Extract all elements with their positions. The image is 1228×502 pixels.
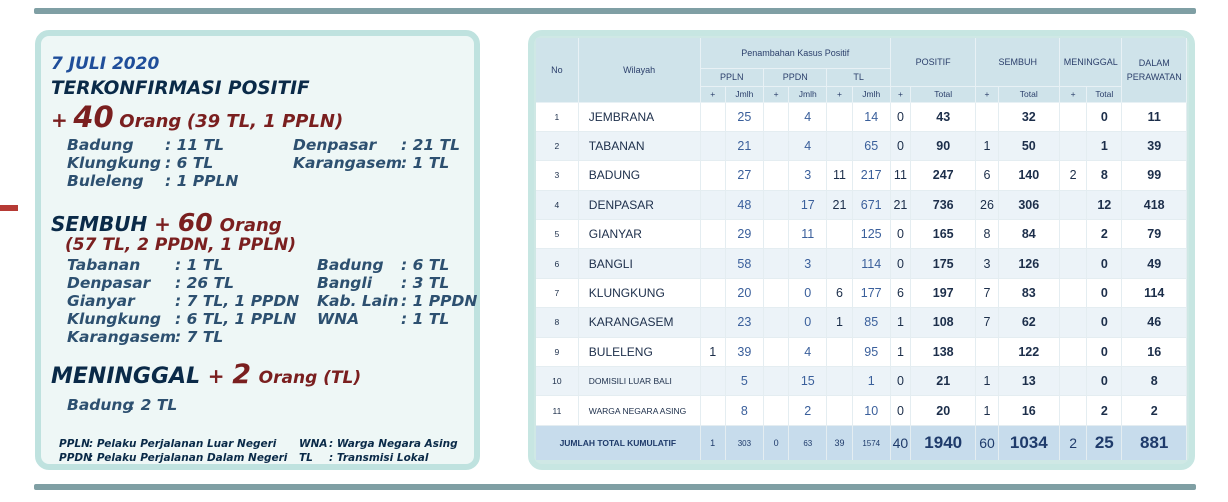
cell-wilayah: DOMISILI LUAR BALI [578,367,700,396]
cell-ppdn-plus [764,337,789,366]
cell-men-plus [1060,249,1087,278]
positive-item: Klungkung : 6 TL [67,154,214,172]
recovered-item: WNA : 1 TL [317,310,450,328]
cell-sem-plus: 1 [976,131,998,160]
cell-men-plus [1060,278,1087,307]
cell-pos-total: 21 [910,367,975,396]
cell-ppdn-jmlh: 15 [789,367,827,396]
cell-wilayah: KLUNGKUNG [578,278,700,307]
cell-sem-total: 32 [998,102,1059,131]
cell-pos-total: 43 [910,102,975,131]
cell-rawat: 16 [1122,337,1187,366]
col-no: No [536,38,578,102]
recovered-unit: Orang [219,215,282,236]
cell-sem-plus: 1 [976,396,998,425]
positive-count: 40 [73,100,114,134]
cell-ppdn-jmlh: 0 [789,308,827,337]
accent-mark [0,205,18,211]
cell-men-total: 2 [1087,220,1122,249]
cell-wilayah: GIANYAR [578,220,700,249]
cell-sem-total: 16 [998,396,1059,425]
cell-tl-jmlh: 14 [852,102,890,131]
cell-pos-plus: 0 [890,396,910,425]
table-row [536,249,1187,278]
cell-men-total: 1 [1087,131,1122,160]
cell-pos-total: 197 [910,278,975,307]
cell-no: 3 [536,161,578,190]
cell-no: 8 [536,308,578,337]
positive-item: Denpasar : 21 TL [293,136,461,154]
cell-ppln-plus [700,190,725,219]
cell-tl-jmlh: 125 [852,220,890,249]
col-sembuh: SEMBUH [976,38,1060,86]
cell-ppdn-plus [764,102,789,131]
col-tl-jmlh: Jmlh [852,86,890,102]
col-positif-total: Total [910,86,975,102]
total-cell: 0 [764,425,789,460]
cell-no: 5 [536,220,578,249]
total-cell: 39 [827,425,852,460]
total-cell: 25 [1087,425,1122,460]
cases-by-region-table [536,38,1187,460]
cell-pos-total: 20 [910,396,975,425]
cell-pos-plus: 1 [890,337,910,366]
cell-tl-plus [827,396,852,425]
cell-rawat: 49 [1122,249,1187,278]
col-ppdn: PPDN [764,68,827,86]
cell-pos-total: 175 [910,249,975,278]
cell-wilayah: BULELENG [578,337,700,366]
cell-ppln-jmlh: 20 [725,278,763,307]
cell-men-total: 2 [1087,396,1122,425]
cell-ppdn-plus [764,367,789,396]
total-cell: 881 [1122,425,1187,460]
cell-rawat: 11 [1122,102,1187,131]
col-penambahan: Penambahan Kasus Positif [700,38,890,68]
deaths-plus: + [207,364,225,388]
col-meninggal-plus: + [1060,86,1087,102]
cell-ppln-plus [700,278,725,307]
cell-sem-plus: 6 [976,161,998,190]
cell-pos-total: 247 [910,161,975,190]
cell-sem-total: 306 [998,190,1059,219]
cell-tl-plus: 1 [827,308,852,337]
recovered-item: Kab. Lain : 1 PPDN [317,292,478,310]
table-row [536,220,1187,249]
deaths-unit: Orang (TL) [258,368,362,388]
cell-tl-plus [827,131,852,160]
recovered-item: Badung : 6 TL [317,256,450,274]
cell-tl-plus [827,367,852,396]
cell-tl-jmlh: 177 [852,278,890,307]
cell-ppln-plus [700,308,725,337]
cell-sem-plus: 26 [976,190,998,219]
recovered-heading [51,208,282,237]
cell-rawat: 8 [1122,367,1187,396]
cell-pos-plus: 0 [890,249,910,278]
cell-rawat: 46 [1122,308,1187,337]
cell-tl-plus [827,102,852,131]
cell-ppln-jmlh: 8 [725,396,763,425]
cell-sem-plus [976,102,998,131]
cell-tl-plus [827,220,852,249]
recovered-plus: + [154,212,171,236]
col-positif-plus: + [890,86,910,102]
col-sembuh-plus: + [976,86,998,102]
deaths-count: 2 [232,359,251,390]
cell-pos-plus: 0 [890,131,910,160]
cell-wilayah: WARGA NEGARA ASING [578,396,700,425]
cell-ppln-plus [700,161,725,190]
cell-sem-total: 62 [998,308,1059,337]
cell-ppdn-jmlh: 4 [789,102,827,131]
positive-plus: + [51,108,68,132]
table-row [536,278,1187,307]
recovered-item: Karangasem: 7 TL [67,328,224,346]
cell-ppdn-jmlh: 4 [789,337,827,366]
col-ppdn-plus: + [764,86,789,102]
positive-detail: (39 TL, 1 PPLN) [186,111,344,132]
cell-ppln-jmlh: 21 [725,131,763,160]
positive-heading: TERKONFIRMASI POSITIF [51,78,310,99]
cell-sem-total: 50 [998,131,1059,160]
cell-ppln-jmlh: 23 [725,308,763,337]
cell-rawat: 2 [1122,396,1187,425]
cell-men-total: 0 [1087,278,1122,307]
cell-men-plus [1060,190,1087,219]
cell-pos-plus: 11 [890,161,910,190]
recovered-item: Bangli : 3 TL [317,274,450,292]
table-row [536,396,1187,425]
total-cell: 40 [890,425,910,460]
cell-ppln-jmlh: 5 [725,367,763,396]
cell-sem-total: 83 [998,278,1059,307]
cell-no: 10 [536,367,578,396]
cell-sem-total: 84 [998,220,1059,249]
table-row [536,308,1187,337]
positive-unit: Orang [119,111,182,132]
cell-ppln-plus [700,102,725,131]
cell-sem-total: 122 [998,337,1059,366]
bottom-divider [34,484,1196,490]
region-table-panel [528,30,1195,470]
daily-summary-panel [35,30,480,470]
cell-sem-plus [976,337,998,366]
cell-ppln-plus [700,131,725,160]
cell-men-plus [1060,337,1087,366]
cell-tl-jmlh: 65 [852,131,890,160]
cell-rawat: 79 [1122,220,1187,249]
positive-increase [51,100,343,134]
cell-ppdn-jmlh: 4 [789,131,827,160]
deaths-item: Badung: 2 TL [67,396,178,414]
positive-item: Badung : 11 TL [67,136,225,154]
cell-ppdn-jmlh: 3 [789,161,827,190]
cell-no: 9 [536,337,578,366]
total-cell: 1574 [852,425,890,460]
table-row [536,337,1187,366]
cell-pos-total: 90 [910,131,975,160]
cell-men-total: 12 [1087,190,1122,219]
cell-sem-plus: 1 [976,367,998,396]
cell-ppdn-jmlh: 3 [789,249,827,278]
cell-tl-jmlh: 95 [852,337,890,366]
cell-wilayah: TABANAN [578,131,700,160]
cell-tl-jmlh: 85 [852,308,890,337]
recovered-item: Gianyar : 7 TL, 1 PPDN [67,292,300,310]
cell-sem-plus: 7 [976,308,998,337]
cell-sem-plus: 3 [976,249,998,278]
cell-ppln-jmlh: 48 [725,190,763,219]
legend-item: WNA : Warga Negara Asing [299,438,458,450]
report-date: 7 JULI 2020 [51,54,160,74]
cell-rawat: 418 [1122,190,1187,219]
cell-tl-plus: 21 [827,190,852,219]
col-wilayah: Wilayah [578,38,700,102]
table-row [536,161,1187,190]
deaths-title: MENINGGAL [51,364,201,389]
cell-wilayah: KARANGASEM [578,308,700,337]
legend-item: TL : Transmisi Lokal [299,452,429,464]
positive-item: Karangasem: 1 TL [293,154,450,172]
positive-item: Buleleng : 1 PPLN [67,172,239,190]
cell-men-total: 0 [1087,337,1122,366]
col-sembuh-total: Total [998,86,1059,102]
col-meninggal-total: Total [1087,86,1122,102]
cell-men-plus [1060,220,1087,249]
recovered-item: Denpasar : 26 TL [67,274,235,292]
recovered-detail: (57 TL, 2 PPDN, 1 PPLN) [65,235,297,255]
cell-ppdn-jmlh: 17 [789,190,827,219]
deaths-heading [51,359,361,390]
col-positif: POSITIF [890,38,976,86]
cell-pos-total: 165 [910,220,975,249]
cell-ppdn-plus [764,308,789,337]
cell-no: 1 [536,102,578,131]
cell-no: 6 [536,249,578,278]
table-row [536,102,1187,131]
cell-men-total: 0 [1087,102,1122,131]
cell-ppdn-plus [764,190,789,219]
cell-ppln-jmlh: 29 [725,220,763,249]
cell-ppln-jmlh: 39 [725,337,763,366]
cell-ppdn-plus [764,220,789,249]
cell-tl-plus [827,337,852,366]
cell-ppdn-jmlh: 11 [789,220,827,249]
cell-no: 2 [536,131,578,160]
cell-sem-total: 13 [998,367,1059,396]
cell-wilayah: BADUNG [578,161,700,190]
cell-pos-total: 736 [910,190,975,219]
cell-tl-jmlh: 1 [852,367,890,396]
cell-pos-plus: 0 [890,102,910,131]
total-cell: 63 [789,425,827,460]
recovered-item: Klungkung : 6 TL, 1 PPLN [67,310,297,328]
cell-sem-total: 126 [998,249,1059,278]
cell-ppdn-plus [764,161,789,190]
cell-men-plus [1060,396,1087,425]
cell-tl-jmlh: 114 [852,249,890,278]
cell-men-total: 8 [1087,161,1122,190]
cell-men-total: 0 [1087,249,1122,278]
total-cell: 303 [725,425,763,460]
cell-rawat: 114 [1122,278,1187,307]
cell-ppdn-plus [764,396,789,425]
legend-item: PPLN: Pelaku Perjalanan Luar Negeri [59,438,277,450]
cell-wilayah: JEMBRANA [578,102,700,131]
cell-no: 7 [536,278,578,307]
total-label: JUMLAH TOTAL KUMULATIF [536,425,700,460]
col-dalam-perawatan: DALAM PERAWATAN [1122,38,1187,102]
col-tl: TL [827,68,890,86]
col-ppln-jmlh: Jmlh [725,86,763,102]
recovered-title: SEMBUH [51,212,148,236]
cell-ppln-plus [700,220,725,249]
cell-ppln-plus [700,396,725,425]
cell-ppdn-jmlh: 2 [789,396,827,425]
cell-tl-plus: 6 [827,278,852,307]
cell-tl-jmlh: 10 [852,396,890,425]
cell-men-plus: 2 [1060,161,1087,190]
cell-pos-plus: 0 [890,220,910,249]
total-row [536,425,1187,460]
col-tl-plus: + [827,86,852,102]
col-ppdn-jmlh: Jmlh [789,86,827,102]
cell-pos-plus: 0 [890,367,910,396]
col-ppln-plus: + [700,86,725,102]
legend-item: PPDN: Pelaku Perjalanan Dalam Negeri [59,452,288,464]
recovered-item: Tabanan : 1 TL [67,256,224,274]
cell-ppln-jmlh: 27 [725,161,763,190]
total-cell: 1 [700,425,725,460]
cell-wilayah: BANGLI [578,249,700,278]
cell-ppdn-plus [764,278,789,307]
table-row [536,190,1187,219]
cell-men-plus [1060,131,1087,160]
total-cell: 60 [976,425,998,460]
cell-no: 4 [536,190,578,219]
cell-rawat: 99 [1122,161,1187,190]
cell-wilayah: DENPASAR [578,190,700,219]
cell-men-plus [1060,102,1087,131]
cell-sem-total: 140 [998,161,1059,190]
top-divider [34,8,1196,14]
cell-tl-jmlh: 671 [852,190,890,219]
cell-rawat: 39 [1122,131,1187,160]
cell-ppln-plus: 1 [700,337,725,366]
total-cell: 1034 [998,425,1059,460]
cell-ppdn-plus [764,131,789,160]
cell-tl-plus: 11 [827,161,852,190]
cell-sem-plus: 8 [976,220,998,249]
cell-ppln-plus [700,249,725,278]
total-cell: 1940 [910,425,975,460]
cell-pos-total: 138 [910,337,975,366]
cell-men-total: 0 [1087,308,1122,337]
cell-ppln-plus [700,367,725,396]
cell-pos-plus: 21 [890,190,910,219]
cell-men-total: 0 [1087,367,1122,396]
cell-men-plus [1060,367,1087,396]
cell-no: 11 [536,396,578,425]
cell-men-plus [1060,308,1087,337]
cell-pos-plus: 6 [890,278,910,307]
cell-ppdn-jmlh: 0 [789,278,827,307]
table-row [536,367,1187,396]
cell-pos-plus: 1 [890,308,910,337]
cell-ppln-jmlh: 25 [725,102,763,131]
cell-pos-total: 108 [910,308,975,337]
col-ppln: PPLN [700,68,763,86]
col-meninggal: MENINGGAL [1060,38,1122,86]
cell-tl-jmlh: 217 [852,161,890,190]
cell-ppdn-plus [764,249,789,278]
table-row [536,131,1187,160]
cell-ppln-jmlh: 58 [725,249,763,278]
cell-sem-plus: 7 [976,278,998,307]
recovered-count: 60 [177,208,213,237]
total-cell: 2 [1060,425,1087,460]
cell-tl-plus [827,249,852,278]
